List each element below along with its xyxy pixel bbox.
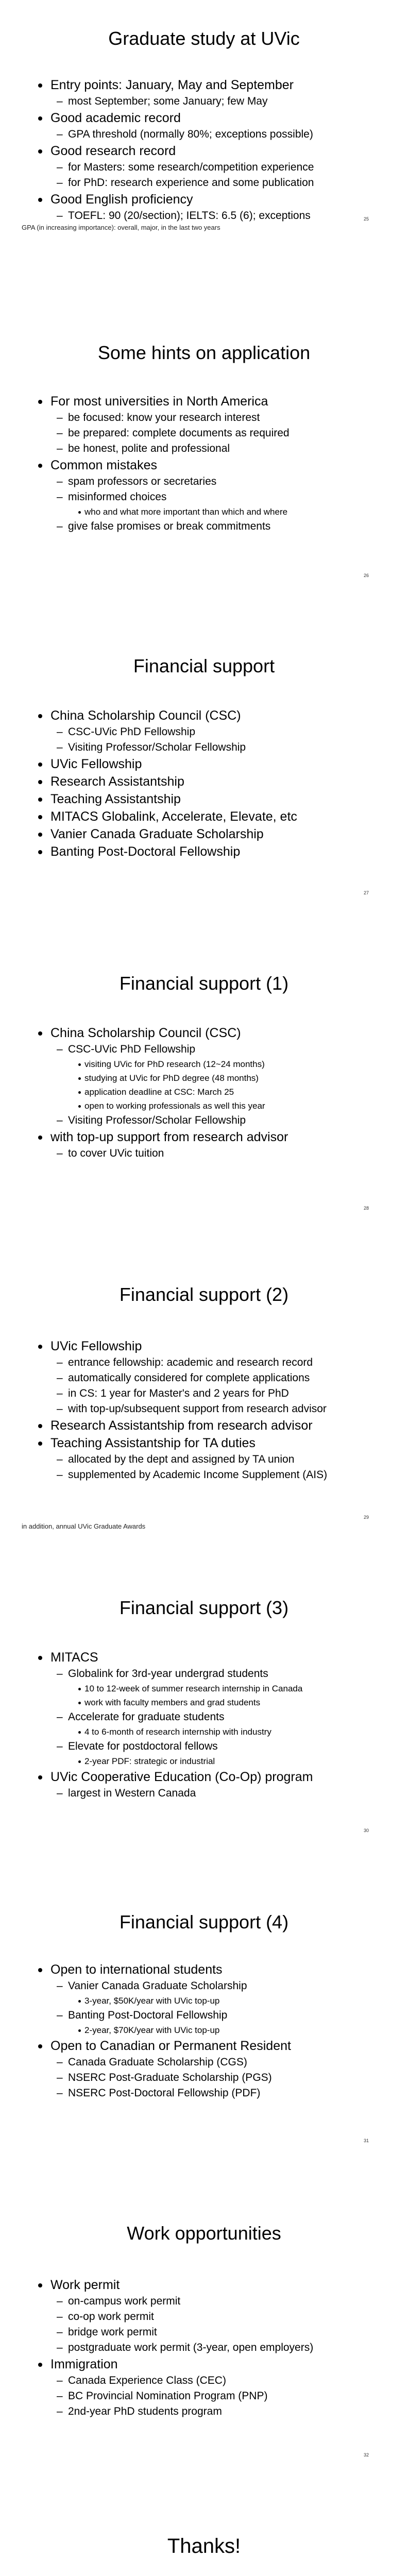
sub-bullet-item: – for PhD: research experience and some publication [37,175,393,191]
sub-sub-bullet-item: 10 to 12-week of summer research internship in Canada [37,1682,393,1696]
slide-title: Some hints on application [97,342,311,363]
sub-bullet-item: – Banting Post-Doctoral Fellowship [37,2008,393,2023]
bullet-list [37,1337,393,1483]
page-number: 28 [364,1206,369,1211]
bullet-list [37,1024,393,1161]
slide-footnote: GPA (in increasing importance): overall, major, in the last two years [22,224,220,231]
bullet-item: Teaching Assistantship for TA duties [37,1434,393,1452]
bullet-item: Entry points: January, May and September [37,76,393,94]
page-number: 26 [364,573,369,578]
sub-bullet-item: – allocated by the dept and assigned by TA union [37,1452,393,1467]
sub-bullet-item: – misinformed choices [37,489,393,505]
sub-sub-bullet-item: application deadline at CSC: March 25 [37,1085,393,1099]
sub-bullet-item: – give false promises or break commitments [37,519,393,534]
sub-bullet-item: – postgraduate work permit (3-year, open employers) [37,2340,393,2355]
bullet-list [37,707,393,860]
sub-bullet-item: – automatically considered for complete applications [37,1370,393,1386]
sub-bullet-item: – Visiting Professor/Scholar Fellowship [37,1113,393,1128]
bullet-item: Work permit [37,2276,393,2294]
bullet-item: Immigration [37,2355,393,2373]
sub-sub-bullet-item: work with faculty members and grad students [37,1696,393,1709]
sub-bullet-item: – supplemented by Academic Income Supplement (AIS) [37,1467,393,1483]
bullet-item: Good academic record [37,109,393,127]
sub-bullet-item: – in CS: 1 year for Master's and 2 years for PhD [37,1386,393,1401]
bullet-item: Banting Post-Doctoral Fellowship [37,843,393,860]
sub-bullet-item: – largest in Western Canada [37,1786,393,1801]
bullet-item: Vanier Canada Graduate Scholarship [37,825,393,843]
page-number: 27 [364,890,369,895]
sub-sub-bullet-item: 3-year, $50K/year with UVic top-up [37,1994,393,2008]
sub-bullet-item: – Accelerate for graduate students [37,1709,393,1725]
sub-bullet-item: – 2nd-year PhD students program [37,2404,393,2419]
sub-sub-bullet-item: 2-year PDF: strategic or industrial [37,1754,393,1768]
slide-title: Financial support [133,655,275,676]
sub-bullet-item: – be prepared: complete documents as required [37,426,393,441]
sub-bullet-item: – be focused: know your research interest [37,410,393,426]
bullet-item: Open to Canadian or Permanent Resident [37,2037,393,2055]
sub-bullet-item: – most September; some January; few May [37,94,393,109]
bullet-item: MITACS Globalink, Accelerate, Elevate, etc [37,808,393,825]
sub-bullet-item: – with top-up/subsequent support from research advisor [37,1401,393,1417]
sub-bullet-item: – NSERC Post-Graduate Scholarship (PGS) [37,2070,393,2086]
bullet-item: Common mistakes [37,456,393,474]
sub-sub-bullet-item: studying at UVic for PhD degree (48 months) [37,1071,393,1085]
sub-bullet-item: – GPA threshold (normally 80%; exceptions possible) [37,127,393,142]
page-number: 29 [364,1515,369,1520]
page-number: 30 [364,1828,369,1833]
page-number: 32 [364,2452,369,2458]
sub-sub-bullet-item: open to working professionals as well this year [37,1099,393,1113]
sub-bullet-item: – NSERC Post-Doctoral Fellowship (PDF) [37,2086,393,2101]
slide-title: Thanks! [167,2535,241,2557]
slide-title: Financial support (4) [119,1911,289,1933]
bullet-list [37,76,393,224]
sub-bullet-item: – Canada Graduate Scholarship (CGS) [37,2055,393,2070]
bullet-item: China Scholarship Council (CSC) [37,1024,393,1042]
bullet-item: Teaching Assistantship [37,790,393,808]
bullet-item: For most universities in North America [37,393,393,410]
page-number: 25 [364,216,369,222]
sub-bullet-item: – on-campus work permit [37,2294,393,2309]
sub-sub-bullet-item: 2-year, $70K/year with UVic top-up [37,2023,393,2037]
bullet-item: UVic Cooperative Education (Co-Op) program [37,1768,393,1786]
sub-bullet-item: – co-op work permit [37,2309,393,2325]
sub-bullet-item: – Canada Experience Class (CEC) [37,2373,393,2388]
slide-title: Graduate study at UVic [108,28,300,49]
sub-bullet-item: – Vanier Canada Graduate Scholarship [37,1978,393,1994]
bullet-list [37,2276,393,2419]
sub-bullet-item: – bridge work permit [37,2325,393,2340]
sub-bullet-item: – BC Provincial Nomination Program (PNP) [37,2388,393,2404]
page-number: 31 [364,2138,369,2143]
slide-title: Financial support (2) [119,1284,289,1305]
sub-bullet-item: – be honest, polite and professional [37,441,393,456]
bullet-list [37,393,393,534]
bullet-item: Good research record [37,142,393,160]
bullet-item: UVic Fellowship [37,755,393,773]
bullet-item: Open to international students [37,1961,393,1978]
bullet-list [37,1649,393,1801]
bullet-item: Good English proficiency [37,191,393,208]
sub-bullet-item: – for Masters: some research/competition experience [37,160,393,175]
sub-bullet-item: – to cover UVic tuition [37,1146,393,1161]
bullet-item: Research Assistantship [37,773,393,790]
sub-sub-bullet-item: who and what more important than which and where [37,505,393,519]
sub-bullet-item: – Visiting Professor/Scholar Fellowship [37,740,393,755]
sub-bullet-item: – TOEFL: 90 (20/section); IELTS: 6.5 (6); exceptions [37,208,393,224]
slide-title: Financial support (1) [119,973,289,994]
bullet-item: MITACS [37,1649,393,1666]
slide-title: Work opportunities [127,2223,281,2244]
sub-bullet-item: – spam professors or secretaries [37,474,393,489]
bullet-item: UVic Fellowship [37,1337,393,1355]
bullet-list [37,1961,393,2101]
bullet-item: with top-up support from research advisor [37,1128,393,1146]
sub-bullet-item: – entrance fellowship: academic and research record [37,1355,393,1370]
sub-bullet-item: – CSC-UVic PhD Fellowship [37,1042,393,1057]
bullet-item: China Scholarship Council (CSC) [37,707,393,724]
slide-footnote: in addition, annual UVic Graduate Awards [22,1522,146,1530]
sub-sub-bullet-item: 4 to 6-month of research internship with industry [37,1725,393,1739]
bullet-item: Research Assistantship from research advisor [37,1417,393,1434]
sub-bullet-item: – Globalink for 3rd-year undergrad students [37,1666,393,1682]
sub-bullet-item: – Elevate for postdoctoral fellows [37,1739,393,1754]
slide-title: Financial support (3) [119,1597,289,1618]
sub-sub-bullet-item: visiting UVic for PhD research (12~24 months) [37,1057,393,1071]
sub-bullet-item: – CSC-UVic PhD Fellowship [37,724,393,740]
